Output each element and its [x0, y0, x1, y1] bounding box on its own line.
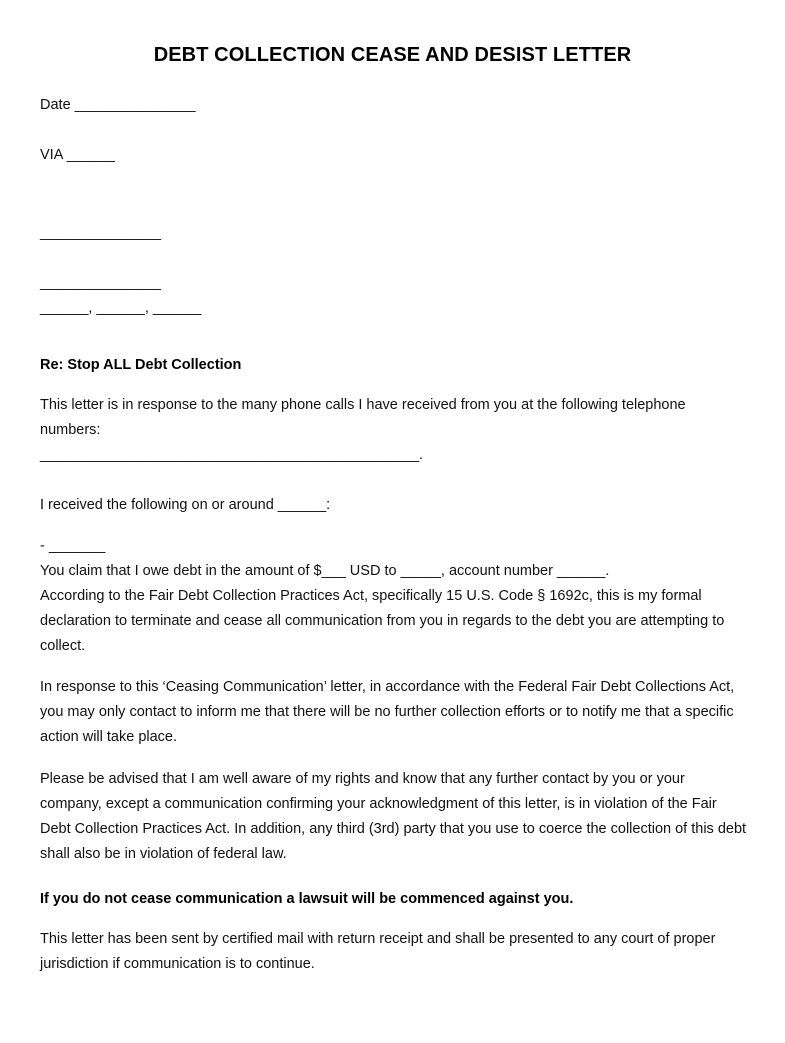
ceasing-paragraph: In response to this ‘Ceasing Communication’ letter, in accordance with the Federal Fair Debt Collections Act, you may only contact to inform me that there will be no further collection efforts or to notify me that a specific action will take place. — [40, 679, 735, 745]
document-title: DEBT COLLECTION CEASE AND DESIST LETTER — [153, 44, 632, 66]
closing-paragraph: This letter has been sent by certified mail with return receipt and shall be presented to any court of proper jurisdiction if communication is to continue. — [40, 931, 716, 972]
phone-numbers-blank: _______________________________________________. — [40, 447, 424, 463]
via-line: VIA ______ — [40, 147, 115, 163]
rights-paragraph: Please be advised that I am well aware of my rights and know that any further contact by you or your company, except a communication confirming your acknowledgment of this letter, is in violation of the Fair Debt Collection Practices Act. In addition, any third (3rd) party that you use to coerce the collection of this debt shall also be in violation of federal law. — [40, 771, 747, 862]
claim-line: You claim that I owe debt in the amount of $___ USD to _____, account number ______. — [40, 563, 610, 579]
recipient-address-line-2: _______________ — [40, 275, 161, 291]
subject-line: Re: Stop ALL Debt Collection — [40, 357, 242, 373]
lawsuit-warning: If you do not cease communication a lawsuit will be commenced against you. — [40, 891, 574, 907]
received-line: I received the following on or around ______: — [40, 497, 331, 513]
recipient-address-line-3: ______, ______, ______ — [40, 300, 202, 316]
fdcpa-paragraph: According to the Fair Debt Collection Practices Act, specifically 15 U.S. Code § 1692c, this is my formal declaration to terminate and cease all communication from you in regards to the debt you are attempting to collect. — [40, 588, 725, 654]
received-item: - _______ — [40, 538, 106, 554]
intro-paragraph: This letter is in response to the many phone calls I have received from you at the following telephone numbers: — [40, 397, 686, 438]
recipient-address-line-1: _______________ — [40, 225, 161, 241]
date-line: Date _______________ — [40, 97, 196, 113]
